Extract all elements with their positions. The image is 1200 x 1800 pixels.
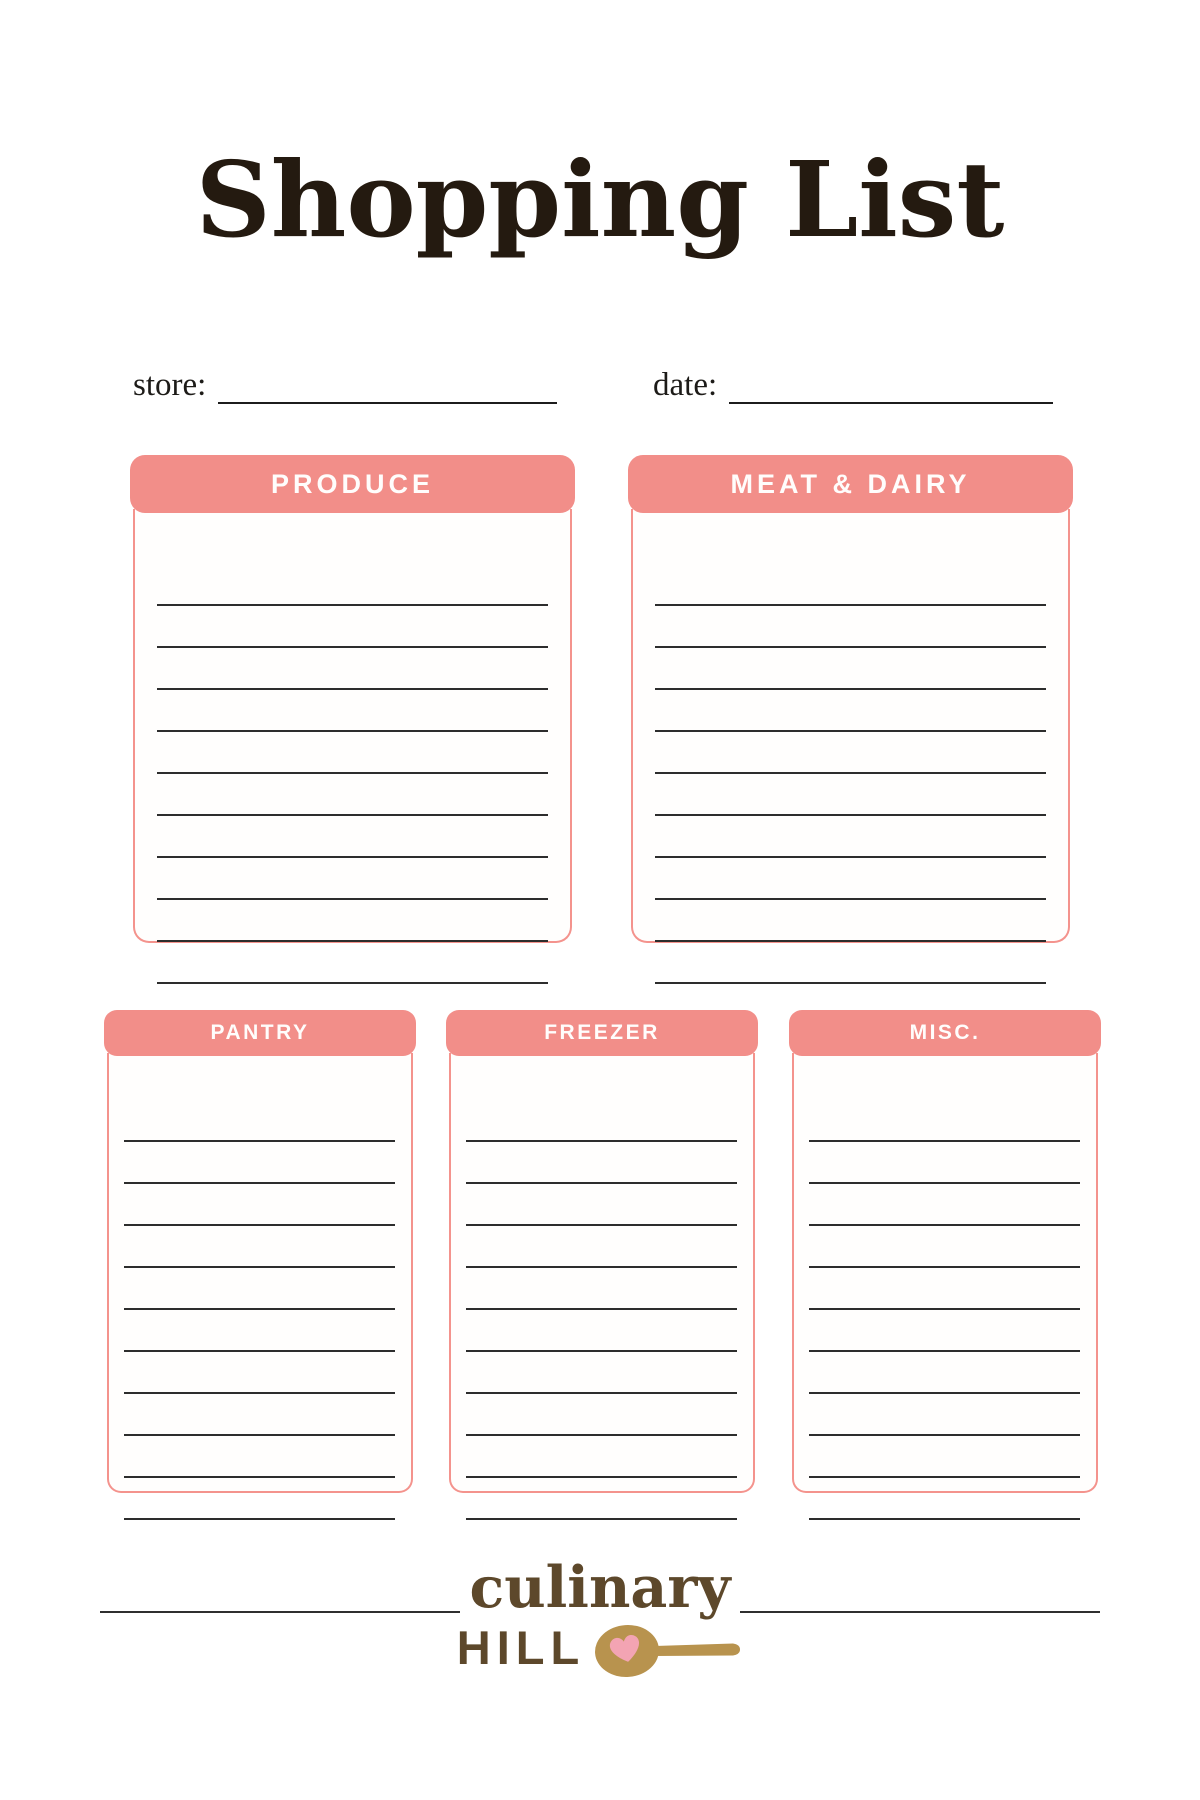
write-line (809, 1142, 1080, 1184)
write-line (124, 1436, 395, 1478)
section-produce-header (130, 455, 575, 513)
write-line (124, 1478, 395, 1520)
section-freezer (446, 1010, 758, 1493)
write-line (809, 1436, 1080, 1478)
write-line (157, 858, 548, 900)
section-produce-lines (157, 564, 548, 984)
section-misc-header (789, 1010, 1101, 1056)
write-line (466, 1142, 737, 1184)
write-line (655, 942, 1046, 984)
section-meat-dairy-title: MEAT & DAIRY (730, 468, 971, 499)
brand-logo (440, 1554, 760, 1680)
write-line (809, 1310, 1080, 1352)
section-meat-dairy-lines (655, 564, 1046, 984)
write-line (655, 774, 1046, 816)
write-line (655, 606, 1046, 648)
section-pantry-body (107, 1053, 413, 1493)
section-misc-title: MISC. (909, 1021, 981, 1044)
write-line (124, 1100, 395, 1142)
section-meat-dairy (628, 455, 1073, 943)
section-misc (789, 1010, 1101, 1493)
section-produce-title: PRODUCE (270, 468, 434, 499)
section-meat-dairy-body (631, 509, 1070, 943)
write-line (124, 1226, 395, 1268)
section-produce (130, 455, 575, 943)
write-line (157, 732, 548, 774)
write-line (157, 816, 548, 858)
write-line (157, 690, 548, 732)
section-misc-body (792, 1053, 1098, 1493)
section-pantry-header (104, 1010, 416, 1056)
footer-divider-left (100, 1611, 460, 1613)
write-line (655, 816, 1046, 858)
write-line (655, 648, 1046, 690)
store-label: store: (133, 367, 207, 403)
section-freezer-header (446, 1010, 758, 1056)
footer-divider-right (740, 1611, 1100, 1613)
write-line (157, 648, 548, 690)
section-pantry-lines (124, 1100, 395, 1520)
write-line (809, 1226, 1080, 1268)
write-line (157, 564, 548, 606)
section-meat-dairy-header (628, 455, 1073, 513)
store-fill-line (218, 366, 557, 404)
write-line (809, 1394, 1080, 1436)
write-line (655, 900, 1046, 942)
write-line (466, 1436, 737, 1478)
section-misc-lines (809, 1100, 1080, 1520)
write-line (809, 1184, 1080, 1226)
write-line (655, 858, 1046, 900)
fields-row (0, 366, 1200, 410)
section-pantry-title: PANTRY (210, 1021, 310, 1044)
write-line (809, 1100, 1080, 1142)
write-line (124, 1352, 395, 1394)
write-line (655, 732, 1046, 774)
write-line (809, 1268, 1080, 1310)
write-line (466, 1100, 737, 1142)
write-line (655, 690, 1046, 732)
spoon-icon (593, 1620, 743, 1680)
write-line (809, 1352, 1080, 1394)
date-field (653, 366, 1053, 404)
write-line (124, 1310, 395, 1352)
store-field (133, 366, 557, 404)
write-line (466, 1352, 737, 1394)
section-pantry (104, 1010, 416, 1493)
section-produce-body (133, 509, 572, 943)
write-line (466, 1478, 737, 1520)
write-line (124, 1142, 395, 1184)
date-fill-line (729, 366, 1053, 404)
write-line (466, 1310, 737, 1352)
section-freezer-body (449, 1053, 755, 1493)
section-freezer-lines (466, 1100, 737, 1520)
brand-name-hill: HILL (456, 1620, 586, 1674)
brand-name-culinary: culinary (469, 1554, 731, 1621)
write-line (157, 900, 548, 942)
write-line (157, 942, 548, 984)
write-line (466, 1268, 737, 1310)
write-line (466, 1394, 737, 1436)
write-line (124, 1268, 395, 1310)
write-line (809, 1478, 1080, 1520)
date-label: date: (653, 367, 718, 403)
section-freezer-title: FREEZER (544, 1021, 660, 1044)
page-title: Shopping List (195, 138, 1005, 261)
write-line (466, 1184, 737, 1226)
write-line (124, 1184, 395, 1226)
write-line (157, 774, 548, 816)
write-line (466, 1226, 737, 1268)
write-line (124, 1394, 395, 1436)
write-line (655, 564, 1046, 606)
write-line (157, 606, 548, 648)
